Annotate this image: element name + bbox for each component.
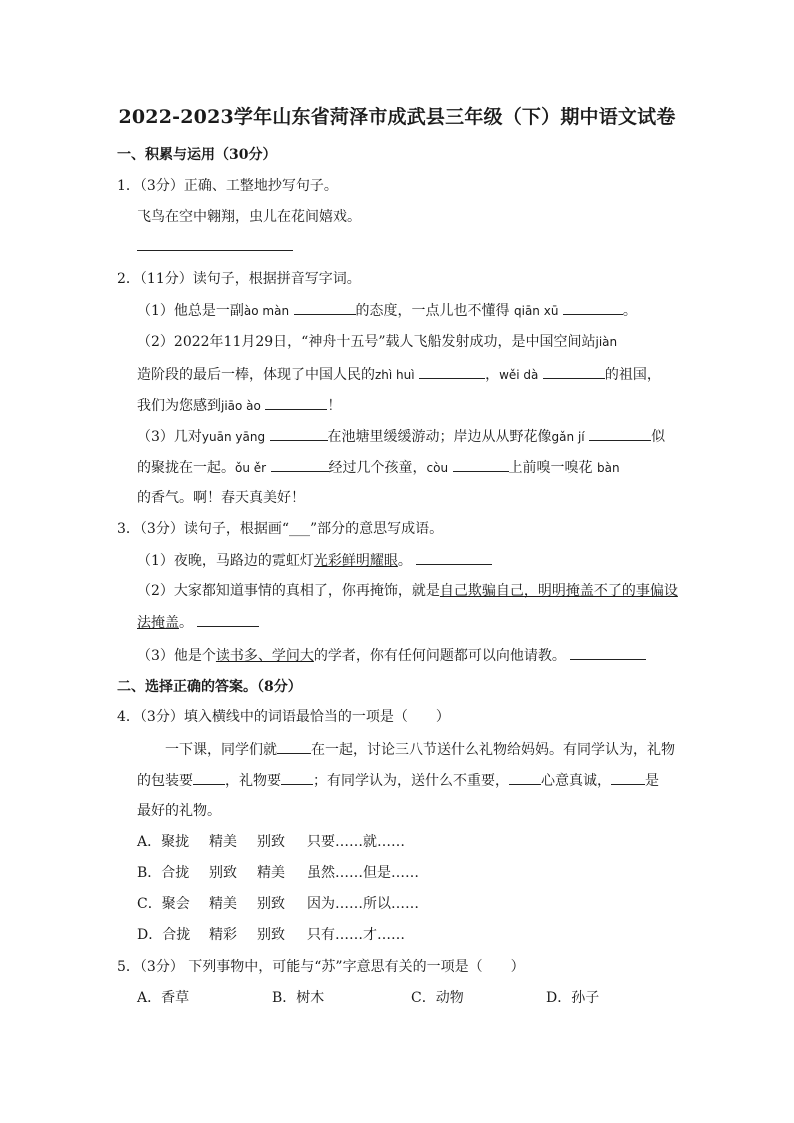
option-word: 别致 [209,865,237,881]
question-5-stem: 5．（3分） 下列事物中，可能与“苏”字意思有关的一项是（ ） [117,959,525,975]
section-heading-1: 一、积累与运用（30分） [117,147,277,163]
pinyin: bàn [596,461,620,475]
text: 的态度，一点儿也不懂得 [355,303,510,319]
answer-blank[interactable] [589,426,651,441]
option-word: 别致 [257,896,285,912]
question-2-stem: 2．（11分）读句子，根据拼音写字词。 [117,271,361,287]
answer-blank[interactable] [543,364,605,379]
option-word: 精美 [209,896,237,912]
question-4-option-a[interactable] [137,832,405,852]
text: 是 [645,773,659,789]
answer-blank[interactable] [416,550,492,565]
answer-blank[interactable] [294,300,356,315]
text: 经过几个孩童， [328,460,427,476]
question-4-passage-line-3: 最好的礼物。 [137,803,221,819]
text: ， [485,367,500,383]
text: 一下课，同学们就 [165,742,277,758]
answer-blank[interactable] [453,457,509,472]
option-word: 只要……就…… [307,834,405,850]
question-5-option-b[interactable]: B．树木 [272,990,325,1006]
question-5-option-d[interactable]: D．孙子 [546,990,600,1006]
text: （2）大家都知道事情的真相了，你再掩饰，就是 [137,583,440,599]
answer-blank[interactable] [270,426,328,441]
text: （3）他是个 [137,648,216,664]
underlined-phrase: 法掩盖 [137,615,179,631]
question-1-answer-blank[interactable] [137,236,293,257]
text: 在池塘里缓缓游动；岸边从从野花像 [327,429,552,445]
question-4-option-b[interactable] [137,863,419,883]
question-2-sentence-3-line-2 [137,457,620,478]
answer-blank [193,770,225,785]
question-2-sentence-2 [137,332,617,352]
question-1-sentence: 飞鸟在空中翱翔，虫儿在花间嬉戏。 [137,209,361,225]
text: ，礼物要 [225,773,281,789]
question-2-sentence-1 [137,300,637,321]
question-4-option-d[interactable] [137,925,405,945]
pinyin: yuān yāng [201,430,266,444]
option-word: 精美 [209,834,237,850]
answer-blank[interactable] [197,612,259,627]
option-word: 别致 [257,927,285,943]
underlined-phrase: 光彩鲜明耀眼 [313,553,398,569]
option-word: 虽然……但是…… [307,865,419,881]
text: 的聚拢在一起。 [137,460,235,476]
section-heading-2: 二、选择正确的答案。（8分） [117,679,302,695]
text: ！ [327,398,342,414]
option-label: A．聚拢 [137,834,190,850]
question-3-sentence-1 [137,550,492,571]
option-word: 只有……才…… [307,927,405,943]
question-4-passage-line-1 [165,739,675,760]
text: 在一起，讨论三八节送什么礼物给妈妈。有同学认为，礼物 [311,742,675,758]
answer-blank[interactable] [419,364,485,379]
pinyin: ào màn [243,304,290,318]
option-label: C．聚会 [137,896,190,912]
page-title: 2022-2023学年山东省菏泽市成武县三年级（下）期中语文试卷 [118,106,676,128]
text: 的学者，你有任何问题都可以向他请教。 [313,648,566,664]
question-4-stem: 4．（3分）填入横线中的词语最恰当的一项是（ ） [117,709,450,725]
text: （3）几对 [137,429,202,445]
question-4-option-c[interactable] [137,894,419,914]
underlined-phrase: 自己欺骗自己，明明掩盖不了的事偏设 [439,583,678,599]
text: 造阶段的最后一棒，体现了中国人民的 [137,367,375,383]
text: 似 [651,429,666,445]
pinyin: jiàn [595,335,618,349]
option-label: B．合拢 [137,865,190,881]
pinyin: còu [426,461,449,475]
pinyin: wěi dà [499,368,539,382]
answer-blank[interactable] [271,457,329,472]
answer-blank[interactable] [265,395,327,410]
option-word: 精美 [257,865,285,881]
pinyin: gǎn jí [551,430,585,444]
pinyin: ǒu ěr [235,461,267,475]
underlined-phrase: 读书多、学问大 [215,648,314,664]
question-5-option-c[interactable]: C．动物 [411,990,464,1006]
pinyin: qiān xū [514,304,559,318]
text: 。 [397,553,412,569]
text: （2）2022年11月29日，“神舟十五号”载人飞船发射成功，是中国空间站 [137,334,596,350]
answer-blank [277,739,311,754]
text: 。 [179,615,193,631]
pinyin: zhì huì [375,368,415,382]
question-5-option-a[interactable]: A．香草 [137,990,190,1006]
question-2-sentence-3 [137,426,665,447]
question-2-sentence-2-line-2 [137,364,661,385]
question-2-sentence-2-line-3 [137,395,341,416]
text: 我们为您感到 [137,398,221,414]
option-word: 别致 [257,834,285,850]
option-word: 精彩 [209,927,237,943]
question-3-sentence-2 [137,581,678,601]
text: 的祖国， [604,367,661,383]
text: 。 [622,303,637,319]
answer-blank [509,770,541,785]
text: （1）他总是一副 [137,303,244,319]
question-3-sentence-2-line-2 [137,612,259,633]
option-word: 因为……所以…… [307,896,419,912]
text: 上前嗅一嗅花 [508,460,593,476]
question-1-stem: 1．（3分）正确、工整地抄写句子。 [117,178,338,194]
text: 的包装要 [137,773,193,789]
answer-blank [611,770,645,785]
text: 心意真诚， [541,773,611,789]
text: ；有同学认为，送什么不重要， [313,773,509,789]
answer-blank [281,770,313,785]
pinyin: jiāo ào [221,399,261,413]
option-label: D．合拢 [137,927,191,943]
question-2-sentence-3-line-3: 的香气。啊！春天真美好！ [137,490,305,506]
answer-blank[interactable] [570,645,646,660]
question-4-passage-line-2 [137,770,659,791]
answer-blank[interactable] [563,300,623,315]
question-3-stem: 3．（3分）读句子，根据画“___”部分的意思写成语。 [117,521,444,537]
question-3-sentence-3 [137,645,646,666]
text: （1）夜晚，马路边的霓虹灯 [137,553,314,569]
